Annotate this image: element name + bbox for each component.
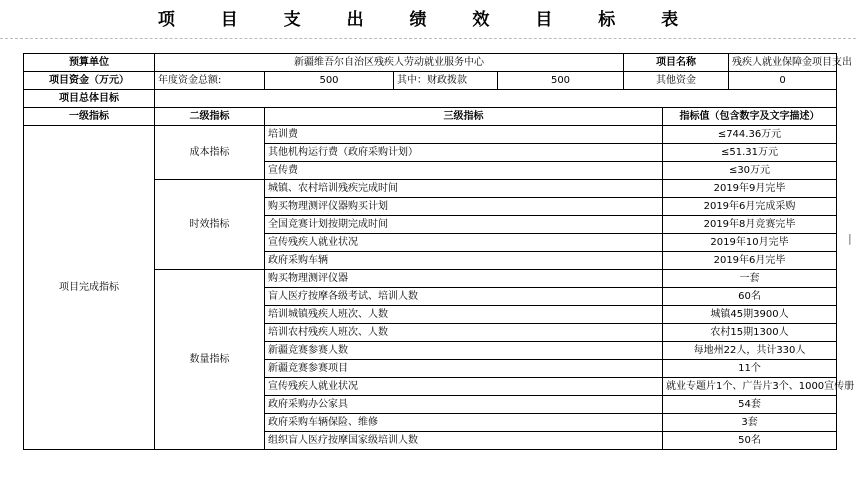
level3-indicator: 宣传费 (265, 162, 663, 180)
indicator-value: ≤30万元 (663, 162, 837, 180)
level3-indicator: 购买物理测评仪器购买计划 (265, 198, 663, 216)
indicator-value: 3套 (663, 414, 837, 432)
scroll-edge-mark: | (848, 232, 852, 245)
indicator-value: 就业专题片1个、广告片3个、1000宣传册 (663, 378, 837, 396)
col-header-value: 指标值（包含数字及文字描述） (663, 108, 837, 126)
indicator-value: 11个 (663, 360, 837, 378)
level3-indicator: 培训农村残疾人班次、人数 (265, 324, 663, 342)
level3-indicator: 盲人医疗按摩各级考试、培训人数 (265, 288, 663, 306)
level3-indicator: 培训费 (265, 126, 663, 144)
col-header-level3: 三级指标 (265, 108, 663, 126)
indicator-value: 50名 (663, 432, 837, 450)
indicator-value: ≤51.31万元 (663, 144, 837, 162)
project-name-label: 项目名称 (624, 54, 729, 72)
fiscal-value: 500 (498, 72, 624, 90)
level3-indicator: 宣传残疾人就业状况 (265, 234, 663, 252)
table-row (24, 126, 837, 144)
level3-indicator: 城镇、农村培训残疾完成时间 (265, 180, 663, 198)
page-divider (0, 38, 856, 39)
level3-indicator: 全国竞赛计划按期完成时间 (265, 216, 663, 234)
other-funds-label: 其他资金 (624, 72, 729, 90)
overall-goal-value (155, 90, 837, 108)
level3-indicator: 购买物理测评仪器 (265, 270, 663, 288)
indicator-value: 2019年9月完毕 (663, 180, 837, 198)
indicator-value: 54套 (663, 396, 837, 414)
performance-table (23, 53, 855, 450)
fiscal-label: 其中：财政拨款 (394, 72, 498, 90)
level3-indicator: 政府采购车辆 (265, 252, 663, 270)
level3-indicator: 政府采购车辆保险、维修 (265, 414, 663, 432)
project-name-value: 残疾人就业保障金项目支出 (729, 54, 837, 72)
col-header-level2: 二级指标 (155, 108, 265, 126)
other-funds-value: 0 (729, 72, 837, 90)
indicator-value: 城镇45期3900人 (663, 306, 837, 324)
indicator-value: 60名 (663, 288, 837, 306)
level3-indicator: 新疆竞赛参赛项目 (265, 360, 663, 378)
level3-indicator: 组织盲人医疗按摩国家级培训人数 (265, 432, 663, 450)
indicator-value: 2019年10月完毕 (663, 234, 837, 252)
level2-indicator: 成本指标 (155, 126, 265, 180)
overall-goal-label: 项目总体目标 (24, 90, 155, 108)
indicator-value: 每地州22人，共计330人 (663, 342, 837, 360)
level3-indicator: 其他机构运行费（政府采购计划） (265, 144, 663, 162)
indicator-value: 2019年6月完毕 (663, 252, 837, 270)
level2-indicator: 时效指标 (155, 180, 265, 270)
annual-total-value: 500 (265, 72, 394, 90)
indicator-value: 一套 (663, 270, 837, 288)
level2-indicator: 数量指标 (155, 270, 265, 450)
indicator-value: ≤744.36万元 (663, 126, 837, 144)
level3-indicator: 政府采购办公家具 (265, 396, 663, 414)
funds-label: 项目资金（万元） (24, 72, 155, 90)
level1-indicator: 项目完成指标 (24, 126, 155, 450)
annual-total-label: 年度资金总额: (155, 72, 265, 90)
col-header-level1: 一级指标 (24, 108, 155, 126)
level3-indicator: 培训城镇残疾人班次、人数 (265, 306, 663, 324)
indicator-value: 2019年8月竞赛完毕 (663, 216, 837, 234)
level3-indicator: 新疆竞赛参赛人数 (265, 342, 663, 360)
indicator-value: 2019年6月完成采购 (663, 198, 837, 216)
budget-unit-label: 预算单位 (24, 54, 155, 72)
budget-unit-value: 新疆维吾尔自治区残疾人劳动就业服务中心 (155, 54, 624, 72)
level3-indicator: 宣传残疾人就业状况 (265, 378, 663, 396)
indicator-value: 农村15期1300人 (663, 324, 837, 342)
page-title: 项 目 支 出 绩 效 目 标 表 (157, 10, 699, 30)
